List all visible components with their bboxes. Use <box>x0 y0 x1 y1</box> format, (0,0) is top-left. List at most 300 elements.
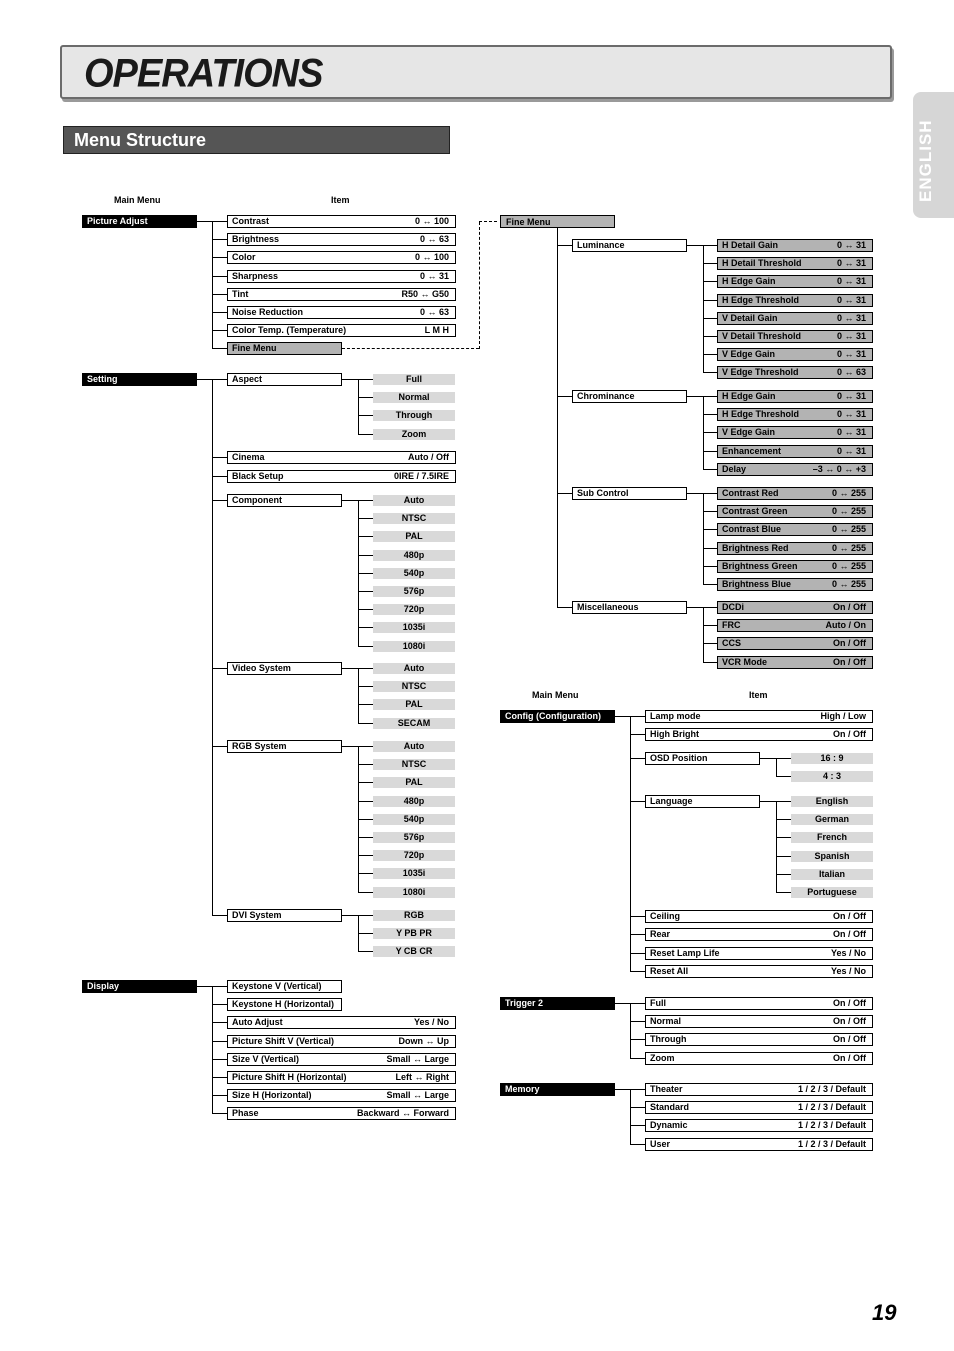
connector-line <box>212 457 227 458</box>
menu-item <box>645 710 873 723</box>
menu-item <box>645 1015 873 1028</box>
menu-item-label: Picture Shift H (Horizontal) <box>232 1072 347 1082</box>
connector-line <box>358 764 373 765</box>
connector-line <box>358 686 373 687</box>
menu-item-label: Keystone H (Horizontal) <box>232 999 335 1009</box>
menu-item-value: 0 ↔ 255 <box>831 579 866 589</box>
dashed-link <box>479 221 497 223</box>
menu-item-label: H Edge Gain <box>722 391 776 401</box>
menu-option: NTSC <box>373 759 455 770</box>
connector-line <box>212 221 213 348</box>
connector-line <box>703 529 717 530</box>
menu-item-value: –3 ↔ 0 ↔ +3 <box>812 464 866 474</box>
menu-item-value: Small ↔ Large <box>386 1090 449 1100</box>
menu-item-label: H Detail Threshold <box>722 258 802 268</box>
menu-item-value: Auto / Off <box>408 452 449 462</box>
connector-line <box>212 915 227 916</box>
menu-option: French <box>791 832 873 843</box>
connector-line <box>212 257 227 258</box>
connector-line <box>557 228 558 608</box>
menu-item-value: 0 ↔ 31 <box>836 331 866 341</box>
menu-item <box>645 947 873 960</box>
connector-line <box>703 566 717 567</box>
menu-item-label: OSD Position <box>650 753 708 763</box>
page-title: OPERATIONS <box>84 51 323 97</box>
menu-item-label: Brightness Red <box>722 543 789 553</box>
menu-item <box>227 251 456 264</box>
connector-line <box>760 801 776 802</box>
menu-item-label: Dynamic <box>650 1120 688 1130</box>
menu-item <box>645 1083 873 1096</box>
connector-line <box>703 354 717 355</box>
connector-line <box>687 607 703 608</box>
connector-line <box>776 776 791 777</box>
connector-line <box>703 625 717 626</box>
menu-item <box>717 601 873 614</box>
menu-item-label: User <box>650 1139 671 1149</box>
menu-item-label: Tint <box>232 289 249 299</box>
connector-line <box>212 348 227 349</box>
menu-item <box>717 505 873 518</box>
menu-option: German <box>791 814 873 825</box>
connector-line <box>630 1107 645 1108</box>
menu-item-label: Language <box>650 796 693 806</box>
connector-line <box>342 379 358 380</box>
menu-item-value: On / Off <box>833 729 866 739</box>
menu-item-label: Normal <box>650 1016 682 1026</box>
main-menu-label: Trigger 2 <box>500 997 615 1010</box>
menu-item-value: 0 ↔ 255 <box>831 561 866 571</box>
connector-line <box>358 397 373 398</box>
menu-item <box>645 795 760 808</box>
menu-item-label: Enhancement <box>722 446 782 456</box>
menu-item <box>717 463 873 476</box>
connector-line <box>630 934 645 935</box>
menu-item-value: 0 ↔ 63 <box>836 367 866 377</box>
connector-line <box>703 372 717 373</box>
connector-line <box>358 873 373 874</box>
item-header: Item <box>749 690 768 700</box>
connector-line <box>776 892 791 893</box>
connector-line <box>358 704 373 705</box>
connector-line <box>703 336 717 337</box>
menu-item-label: DCDi <box>722 602 744 612</box>
connector-line <box>703 245 704 372</box>
menu-item-value: 0 ↔ 255 <box>831 524 866 534</box>
connector-line <box>557 245 572 246</box>
connector-line <box>630 1039 645 1040</box>
menu-option: 720p <box>373 604 455 615</box>
menu-item <box>227 342 342 355</box>
connector-line <box>703 607 717 608</box>
menu-item <box>717 426 873 439</box>
menu-item <box>645 928 873 941</box>
menu-item-label: High Bright <box>650 729 699 739</box>
menu-item <box>227 288 456 301</box>
connector-line <box>358 518 373 519</box>
menu-item <box>645 1119 873 1132</box>
menu-item <box>645 728 873 741</box>
menu-option: PAL <box>373 699 455 710</box>
connector-line <box>358 627 373 628</box>
connector-line <box>776 819 791 820</box>
menu-option: 480p <box>373 550 455 561</box>
menu-item-value: On / Off <box>833 1016 866 1026</box>
menu-item <box>645 1033 873 1046</box>
menu-item <box>645 910 873 923</box>
menu-item-value: Small ↔ Large <box>386 1054 449 1064</box>
menu-item <box>227 980 342 993</box>
menu-item-value: 0 ↔ 31 <box>836 276 866 286</box>
connector-line <box>776 874 791 875</box>
menu-item-value: On / Off <box>833 911 866 921</box>
menu-item-label: Brightness <box>232 234 280 244</box>
connector-line <box>212 1095 227 1096</box>
menu-option: 4 : 3 <box>791 771 873 782</box>
menu-option: Auto <box>373 741 455 752</box>
menu-item-value: High / Low <box>820 711 866 721</box>
connector-line <box>358 951 373 952</box>
connector-line <box>557 396 572 397</box>
menu-item-label: Standard <box>650 1102 690 1112</box>
connector-line <box>703 281 717 282</box>
menu-item <box>717 560 873 573</box>
connector-line <box>703 584 717 585</box>
menu-item-value: On / Off <box>833 657 866 667</box>
menu-item-value: 0 ↔ 255 <box>831 543 866 553</box>
connector-line <box>703 643 717 644</box>
menu-item <box>227 1053 456 1066</box>
connector-line <box>358 819 373 820</box>
menu-item-value: On / Off <box>833 929 866 939</box>
menu-item-label: H Edge Threshold <box>722 409 800 419</box>
connector-line <box>358 746 373 747</box>
menu-item <box>227 662 342 675</box>
connector-line <box>630 1021 645 1022</box>
connector-line <box>760 758 776 759</box>
menu-item-label: Through <box>650 1034 687 1044</box>
menu-item <box>227 233 456 246</box>
connector-line <box>358 892 373 893</box>
connector-line <box>703 396 717 397</box>
connector-line <box>358 415 373 416</box>
connector-line <box>630 801 645 802</box>
menu-option: Spanish <box>791 851 873 862</box>
menu-item-label: Video System <box>232 663 291 673</box>
main-menu-label: Config (Configuration) <box>500 710 615 723</box>
menu-item-label: Black Setup <box>232 471 284 481</box>
menu-item <box>227 451 456 464</box>
connector-line <box>342 915 358 916</box>
menu-item <box>572 239 687 252</box>
menu-item <box>645 965 873 978</box>
menu-item <box>227 1071 456 1084</box>
menu-item-label: RGB System <box>232 741 287 751</box>
menu-item-value: 0 ↔ 31 <box>836 240 866 250</box>
menu-option: 16 : 9 <box>791 753 873 764</box>
menu-item-value: 0 ↔ 31 <box>836 409 866 419</box>
connector-line <box>776 856 791 857</box>
connector-line <box>776 758 791 759</box>
connector-line <box>703 300 717 301</box>
menu-item-label: Contrast Red <box>722 488 779 498</box>
connector-line <box>703 432 717 433</box>
menu-item-label: Reset All <box>650 966 689 976</box>
menu-item-value: Backward ↔ Forward <box>356 1108 449 1118</box>
menu-item-value: 0 ↔ 100 <box>414 216 449 226</box>
menu-item-value: On / Off <box>833 998 866 1008</box>
connector-line <box>776 837 791 838</box>
menu-item <box>717 366 873 379</box>
menu-item-label: Contrast Green <box>722 506 788 516</box>
connector-line <box>703 607 704 662</box>
connector-line <box>557 493 572 494</box>
menu-option: Zoom <box>373 429 455 440</box>
menu-option: 540p <box>373 568 455 579</box>
menu-item-label: V Edge Gain <box>722 427 776 437</box>
menu-item-value: Left ↔ Right <box>395 1072 449 1082</box>
menu-item <box>645 1101 873 1114</box>
connector-line <box>212 668 227 669</box>
menu-item-label: Aspect <box>232 374 263 384</box>
menu-item-value: On / Off <box>833 1053 866 1063</box>
menu-item-label: CCS <box>722 638 742 648</box>
menu-item-value: 0 ↔ 255 <box>831 488 866 498</box>
menu-option: 720p <box>373 850 455 861</box>
menu-item-value: 0 ↔ 63 <box>419 234 449 244</box>
menu-item <box>645 997 873 1010</box>
menu-item-value: 0 ↔ 63 <box>419 307 449 317</box>
connector-line <box>358 668 359 723</box>
connector-line <box>342 668 358 669</box>
menu-item <box>717 312 873 325</box>
menu-item-value: 0 ↔ 255 <box>831 506 866 516</box>
connector-line <box>342 500 358 501</box>
connector-line <box>358 782 373 783</box>
menu-option: Auto <box>373 495 455 506</box>
menu-item <box>717 390 873 403</box>
connector-line <box>776 758 777 776</box>
menu-item-value: Auto / On <box>825 620 866 630</box>
menu-item-label: Sharpness <box>232 271 279 281</box>
menu-item <box>227 373 342 386</box>
connector-line <box>630 1058 645 1059</box>
menu-option: RGB <box>373 910 455 921</box>
menu-item <box>227 324 456 337</box>
connector-line <box>197 986 212 987</box>
menu-item-label: Chrominance <box>577 391 635 401</box>
menu-item-value: Down ↔ Up <box>398 1036 449 1046</box>
connector-line <box>358 801 373 802</box>
connector-line <box>557 607 572 608</box>
connector-line <box>703 245 717 246</box>
connector-line <box>212 986 213 1113</box>
connector-line <box>212 294 227 295</box>
main-menu-label: Memory <box>500 1083 615 1096</box>
menu-item <box>717 348 873 361</box>
menu-item <box>227 306 456 319</box>
connector-line <box>358 591 373 592</box>
menu-option: Portuguese <box>791 887 873 898</box>
menu-item <box>572 487 687 500</box>
connector-line <box>212 312 227 313</box>
menu-item-label: Sub Control <box>577 488 629 498</box>
connector-line <box>212 1059 227 1060</box>
menu-item-label: Brightness Green <box>722 561 798 571</box>
menu-item-label: V Detail Threshold <box>722 331 802 341</box>
connector-line <box>703 511 717 512</box>
menu-item-value: 1 / 2 / 3 / Default <box>797 1139 866 1149</box>
connector-line <box>630 716 631 971</box>
connector-line <box>703 493 717 494</box>
connector-line <box>358 933 373 934</box>
menu-item-value: Yes / No <box>830 966 866 976</box>
connector-line <box>358 379 373 380</box>
menu-option: English <box>791 796 873 807</box>
connector-line <box>776 801 777 892</box>
menu-item-label: H Detail Gain <box>722 240 779 250</box>
connector-line <box>358 536 373 537</box>
menu-item <box>717 445 873 458</box>
main-menu-header: Main Menu <box>114 195 161 205</box>
connector-line <box>358 723 373 724</box>
menu-item-label: Keystone V (Vertical) <box>232 981 322 991</box>
menu-item-label: V Edge Threshold <box>722 367 799 377</box>
menu-item-label: Brightness Blue <box>722 579 792 589</box>
menu-item <box>227 1107 456 1120</box>
connector-line <box>358 915 373 916</box>
connector-line <box>212 500 227 501</box>
connector-line <box>358 500 373 501</box>
menu-item-label: Auto Adjust <box>232 1017 283 1027</box>
menu-item-value: 1 / 2 / 3 / Default <box>797 1120 866 1130</box>
menu-option: PAL <box>373 777 455 788</box>
menu-item-label: Picture Shift V (Vertical) <box>232 1036 335 1046</box>
menu-item-label: Miscellaneous <box>577 602 639 612</box>
menu-item <box>717 637 873 650</box>
menu-option: Full <box>373 374 455 385</box>
menu-item-label: Contrast <box>232 216 270 226</box>
menu-option: Auto <box>373 663 455 674</box>
menu-item <box>717 523 873 536</box>
menu-item-label: Phase <box>232 1108 259 1118</box>
connector-line <box>615 1003 630 1004</box>
connector-line <box>630 1089 645 1090</box>
connector-line <box>630 1003 645 1004</box>
connector-line <box>776 801 791 802</box>
connector-line <box>703 493 704 584</box>
menu-option: 480p <box>373 796 455 807</box>
menu-item-label: Reset Lamp Life <box>650 948 720 958</box>
menu-item <box>227 215 456 228</box>
menu-item <box>227 270 456 283</box>
connector-line <box>197 221 212 222</box>
connector-line <box>630 758 645 759</box>
menu-item <box>227 1016 456 1029</box>
menu-option: Italian <box>791 869 873 880</box>
menu-option: 540p <box>373 814 455 825</box>
connector-line <box>630 1125 645 1126</box>
connector-line <box>687 396 703 397</box>
connector-line <box>703 263 717 264</box>
main-menu-label: Setting <box>82 373 197 386</box>
connector-line <box>630 971 645 972</box>
connector-line <box>358 855 373 856</box>
connector-line <box>703 414 717 415</box>
menu-item <box>717 275 873 288</box>
language-tab-label: ENGLISH <box>916 119 935 202</box>
menu-item-value: On / Off <box>833 602 866 612</box>
connector-line <box>703 451 717 452</box>
menu-item-label: Full <box>650 998 666 1008</box>
menu-item-value: 0 ↔ 31 <box>836 258 866 268</box>
connector-line <box>687 493 703 494</box>
connector-line <box>358 555 373 556</box>
connector-line <box>630 953 645 954</box>
connector-line <box>703 662 717 663</box>
connector-line <box>630 716 645 717</box>
menu-item-label: Ceiling <box>650 911 681 921</box>
menu-option: 1080i <box>373 641 455 652</box>
menu-item-label: Noise Reduction <box>232 307 304 317</box>
connector-line <box>212 1041 227 1042</box>
connector-line <box>212 1022 227 1023</box>
menu-item <box>227 998 342 1011</box>
connector-line <box>212 476 227 477</box>
menu-option: NTSC <box>373 513 455 524</box>
connector-line <box>212 1077 227 1078</box>
menu-item <box>717 619 873 632</box>
menu-option: SECAM <box>373 718 455 729</box>
menu-item-label: Lamp mode <box>650 711 701 721</box>
menu-item-label: Fine Menu <box>232 343 277 353</box>
title-bar <box>60 45 892 99</box>
menu-item-label: VCR Mode <box>722 657 767 667</box>
connector-line <box>358 379 359 434</box>
connector-line <box>342 746 358 747</box>
menu-item <box>572 390 687 403</box>
connector-line <box>358 434 373 435</box>
connector-line <box>703 318 717 319</box>
menu-item-value: Yes / No <box>830 948 866 958</box>
menu-option: 1080i <box>373 887 455 898</box>
menu-item-label: Cinema <box>232 452 265 462</box>
menu-item <box>717 578 873 591</box>
menu-item <box>227 470 456 483</box>
connector-line <box>212 330 227 331</box>
connector-line <box>212 746 227 747</box>
menu-item-label: Component <box>232 495 282 505</box>
menu-item-value: 0 ↔ 31 <box>836 295 866 305</box>
main-menu-label: Fine Menu <box>500 215 615 228</box>
connector-line <box>212 1004 227 1005</box>
item-header: Item <box>331 195 350 205</box>
connector-line <box>358 668 373 669</box>
menu-item-value: 0IRE / 7.5IRE <box>393 471 449 481</box>
menu-item <box>572 601 687 614</box>
menu-item-label: H Edge Gain <box>722 276 776 286</box>
menu-item-label: Color Temp. (Temperature) <box>232 325 347 335</box>
connector-line <box>703 469 717 470</box>
connector-line <box>358 609 373 610</box>
menu-item <box>717 257 873 270</box>
menu-item-label: Size H (Horizontal) <box>232 1090 312 1100</box>
menu-item-label: H Edge Threshold <box>722 295 800 305</box>
menu-item-value: 0 ↔ 31 <box>836 391 866 401</box>
connector-line <box>358 837 373 838</box>
connector-line <box>615 716 630 717</box>
connector-line <box>212 986 227 987</box>
